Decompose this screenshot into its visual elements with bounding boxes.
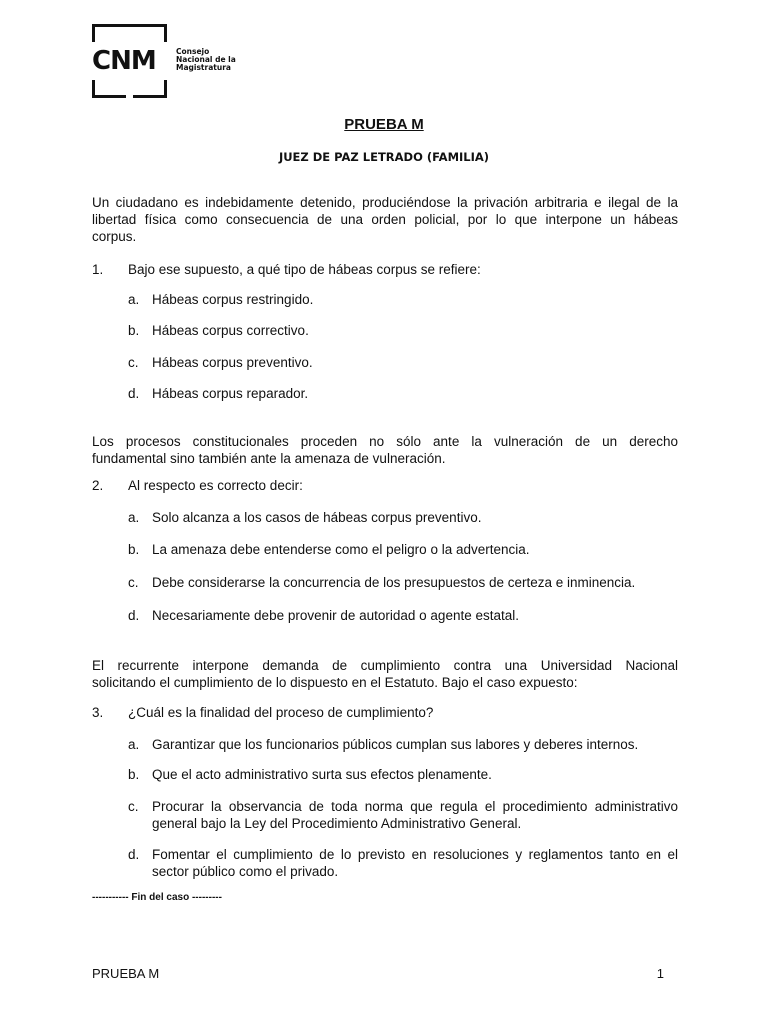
- option-text: Que el acto administrativo surta sus efectos plenamente.: [152, 767, 492, 782]
- logo-frame-bottom-right-bar: [133, 95, 167, 98]
- cnm-logo: [92, 24, 167, 98]
- case-line: solicitando el cumplimiento de lo dispuesto en el Estatuto. Bajo el caso expuesto:: [92, 675, 578, 690]
- document-title: PRUEBA M: [344, 116, 424, 133]
- option-letter: d.: [128, 847, 140, 862]
- option-text: Garantizar que los funcionarios públicos cumplan sus labores y deberes internos.: [152, 737, 639, 752]
- option-letter: a.: [128, 292, 140, 307]
- option-text: Hábeas corpus reparador.: [152, 386, 309, 401]
- option-text: Debe considerarse la concurrencia de los presupuestos de certeza e inminencia.: [152, 575, 636, 590]
- case-1-text: [92, 194, 678, 245]
- option-text: Fomentar el cumplimiento de lo previsto en resoluciones y reglamentos tanto en el sector público como el privado.: [152, 847, 678, 879]
- question-text: Al respecto es correcto decir:: [128, 478, 303, 493]
- case-line: Los procesos constitucionales proceden no sólo ante la vulneración de un derecho: [92, 434, 678, 449]
- case-line: Un ciudadano es indebidamente detenido, produciéndose la privación arbitraria e ilegal de la: [92, 195, 678, 210]
- option-letter: c.: [128, 799, 139, 814]
- option-letter: b.: [128, 767, 140, 782]
- case-2-text: [92, 433, 678, 467]
- logo-subtitle: [176, 48, 236, 72]
- option-letter: c.: [128, 355, 139, 370]
- question-number: 3.: [92, 705, 104, 720]
- option-text: Procurar la observancia de toda norma que regula el procedimiento administrativo general bajo la Ley del Procedimiento Administrativo General.: [152, 799, 678, 831]
- option-text: Hábeas corpus correctivo.: [152, 323, 309, 338]
- logo-frame-top-right: [164, 24, 167, 42]
- option-text: La amenaza debe entenderse como el peligro o la advertencia.: [152, 542, 530, 557]
- option-letter: a.: [128, 737, 140, 752]
- case-3-text: [92, 657, 678, 691]
- option-letter: d.: [128, 386, 140, 401]
- case-line: fundamental sino también ante la amenaza de vulneración.: [92, 451, 446, 466]
- logo-line: Magistratura: [176, 63, 231, 72]
- option-text: Necesariamente debe provenir de autoridad o agente estatal.: [152, 608, 519, 623]
- page-number: 1: [656, 966, 664, 981]
- footer-label: PRUEBA M: [92, 966, 160, 981]
- option-letter: d.: [128, 608, 140, 623]
- case-line: libertad física como consecuencia de una orden policial, por lo que interpone un hábeas: [92, 212, 678, 227]
- option-letter: b.: [128, 323, 140, 338]
- logo-line: Consejo: [176, 47, 210, 56]
- case-line: corpus.: [92, 229, 137, 244]
- option-text: Hábeas corpus preventivo.: [152, 355, 313, 370]
- logo-line: Nacional de la: [176, 55, 236, 64]
- question-number: 1.: [92, 262, 104, 277]
- option-text: Hábeas corpus restringido.: [152, 292, 314, 307]
- logo-acronym: CNM: [92, 46, 156, 76]
- option-letter: a.: [128, 510, 140, 525]
- case-line: El recurrente interpone demanda de cumplimiento contra una Universidad Nacional: [92, 658, 678, 673]
- option-letter: b.: [128, 542, 140, 557]
- question-text: ¿Cuál es la finalidad del proceso de cumplimiento?: [128, 705, 434, 720]
- question-number: 2.: [92, 478, 104, 493]
- option-letter: c.: [128, 575, 139, 590]
- logo-frame-top: [92, 24, 167, 27]
- question-text: Bajo ese supuesto, a qué tipo de hábeas corpus se refiere:: [128, 262, 481, 277]
- document-subtitle: JUEZ DE PAZ LETRADO (FAMILIA): [278, 150, 490, 164]
- logo-frame-bottom-left-bar: [92, 95, 126, 98]
- end-of-case-marker: ----------- Fin del caso ---------: [92, 892, 222, 903]
- option-text: Solo alcanza a los casos de hábeas corpus preventivo.: [152, 510, 482, 525]
